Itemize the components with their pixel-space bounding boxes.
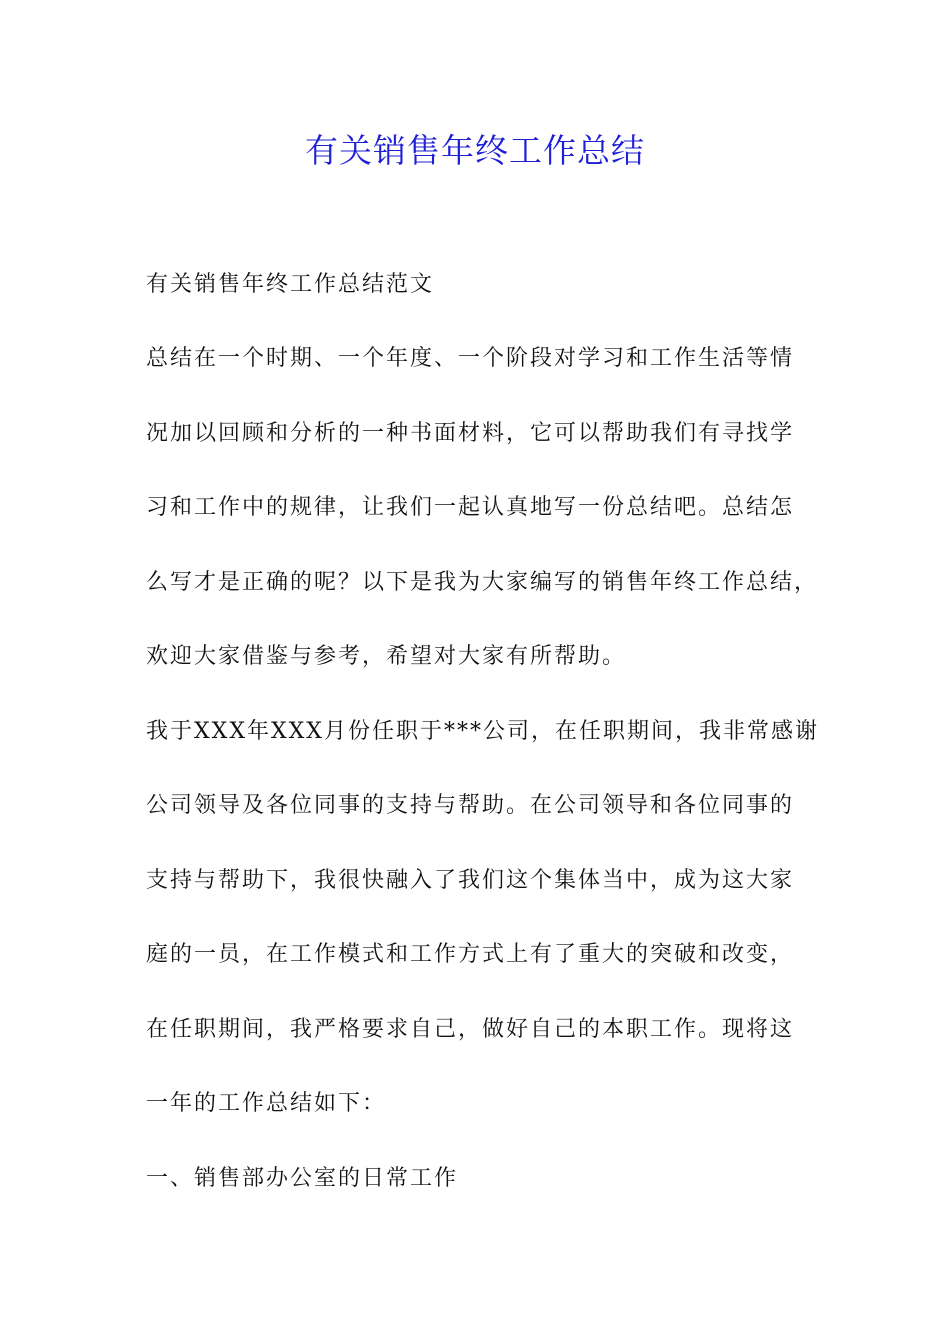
paragraph-line: 在任职期间，我严格要求自己，做好自己的本职工作。现将这	[146, 1017, 795, 1042]
paragraph-line: 支持与帮助下，我很快融入了我们这个集体当中，成为这大家	[146, 868, 795, 893]
paragraph-line: 我于XXX年XXX月份任职于***公司，在任职期间，我非常感谢	[146, 719, 819, 744]
paragraph-line: 庭的一员，在工作模式和工作方式上有了重大的突破和改变，	[146, 942, 795, 967]
paragraph-line: 况加以回顾和分析的一种书面材料，它可以帮助我们有寻找学	[146, 421, 795, 446]
subtitle-line: 有关销售年终工作总结范文	[146, 272, 435, 297]
paragraph-line: 欢迎大家借鉴与参考，希望对大家有所帮助。	[146, 644, 627, 669]
section-heading: 一、销售部办公室的日常工作	[146, 1166, 459, 1191]
paragraph-line: 公司领导及各位同事的支持与帮助。在公司领导和各位同事的	[146, 793, 795, 818]
paragraph-line: 习和工作中的规律，让我们一起认真地写一份总结吧。总结怎	[146, 495, 795, 520]
paragraph-line: 一年的工作总结如下：	[146, 1091, 387, 1116]
paragraph-line: 么写才是正确的呢？以下是我为大家编写的销售年终工作总结，	[146, 570, 819, 595]
document-title: 有关销售年终工作总结	[305, 131, 645, 170]
paragraph-line: 总结在一个时期、一个年度、一个阶段对学习和工作生活等情	[146, 346, 795, 371]
